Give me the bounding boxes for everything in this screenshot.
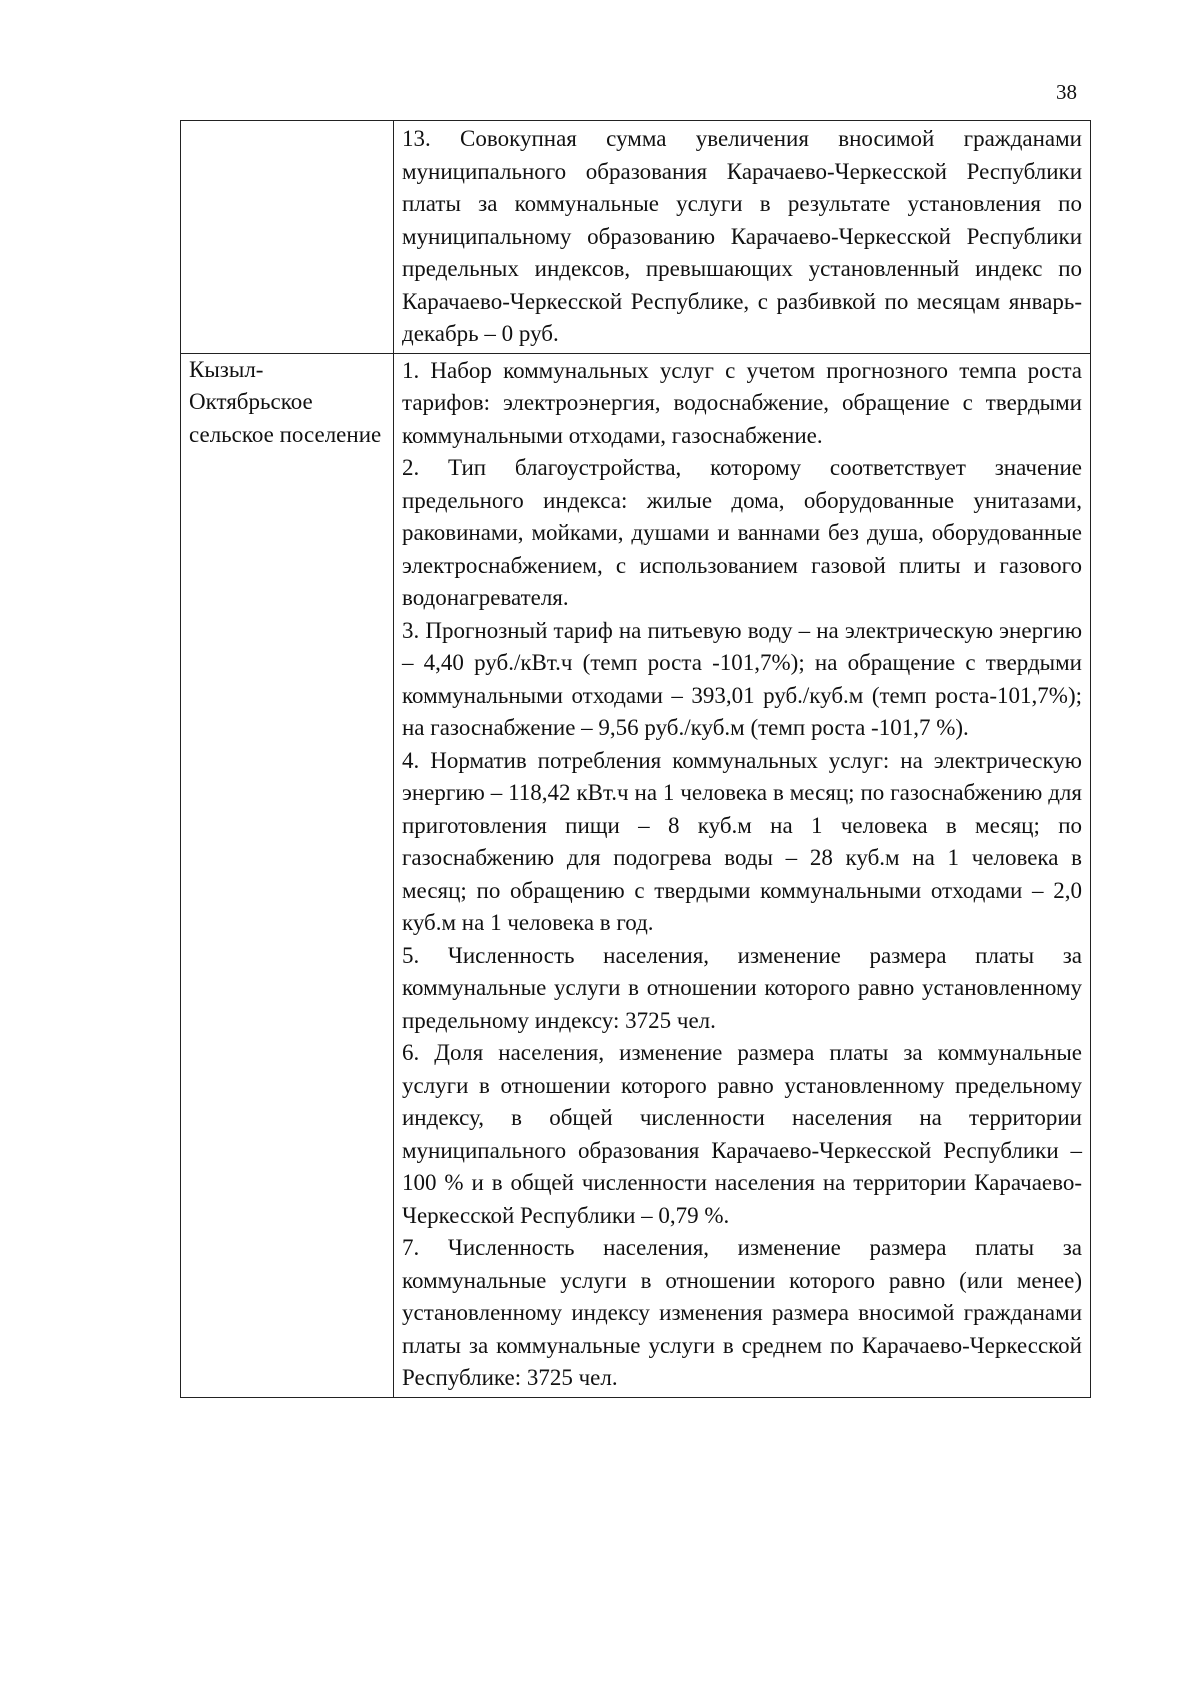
indicators-cell <box>394 353 1091 1397</box>
page-number: 38 <box>1056 80 1077 104</box>
table-row <box>181 121 1091 354</box>
indicator-item-3: 3. Прогнозный тариф на питьевую воду – на электрическую энергию – 4,40 руб./кВт.ч (темп роста -101,7%); на обращение с твердыми коммунальными отходами – 393,01 руб./куб.м (темп роста-101,7%); на газоснабжение – 9,56 руб./куб.м (темп роста -101,7 %). <box>402 617 1082 740</box>
indicator-item-7: 7. Численность населения, изменение размера платы за коммунальные услуги в отношении которого равно (или менее) установленному индексу изменения размера вносимой гражданами платы за коммунальные услуги в среднем по Карачаево-Черкесской Республике: 3725 чел. <box>402 1235 1082 1390</box>
indices-table <box>180 120 1091 1398</box>
municipality-cell <box>181 121 394 354</box>
indicator-item-6: 6. Доля населения, изменение размера платы за коммунальные услуги в отношении которого равно установленному предельному индексу, в общей численности населения на территории муниципального образования Карачаево-Черкесской Республики – 100 % и в общей численности населения на территории Карачаево-Черкесской Республики – 0,79 %. <box>402 1040 1082 1228</box>
indicator-item-5: 5. Численность населения, изменение размера платы за коммунальные услуги в отношении которого равно установленному предельному индексу: 3725 чел. <box>402 942 1082 1033</box>
indicator-item-2: 2. Тип благоустройства, которому соответствует значение предельного индекса: жилые дома, оборудованные унитазами, раковинами, мойками, душами и ваннами без душа, оборудованные электроснабжением, с использованием газовой плиты и газового водонагревателя. <box>402 455 1082 610</box>
municipality-cell: Кызыл-Октябрьское сельское поселение <box>181 353 394 1397</box>
indicator-item-4: 4. Норматив потребления коммунальных услуг: на электрическую энергию – 118,42 кВт.ч на 1 человека в месяц; по газоснабжению для приготовления пищи – 8 куб.м на 1 человека в месяц; по газоснабжению для подогрева воды – 28 куб.м на 1 человека в месяц; по обращению с твердыми коммунальными отходами – 2,0 куб.м на 1 человека в год. <box>402 747 1082 935</box>
indicator-item-1: 1. Набор коммунальных услуг с учетом прогнозного темпа роста тарифов: электроэнергия, водоснабжение, обращение с твердыми коммунальными отходами, газоснабжение. <box>402 357 1082 448</box>
indicator-item-13: 13. Совокупная сумма увеличения вносимой гражданами муниципального образования Карачаево-Черкесской Республики платы за коммунальные услуги в результате установления по муниципальному образованию Карачаево-Черкесской Республики предельных индексов, превышающих установленный индекс по Карачаево-Черкесской Республике, с разбивкой по месяцам январь-декабрь – 0 руб. <box>402 126 1082 346</box>
table-row <box>181 353 1091 1397</box>
indicators-cell <box>394 121 1091 354</box>
